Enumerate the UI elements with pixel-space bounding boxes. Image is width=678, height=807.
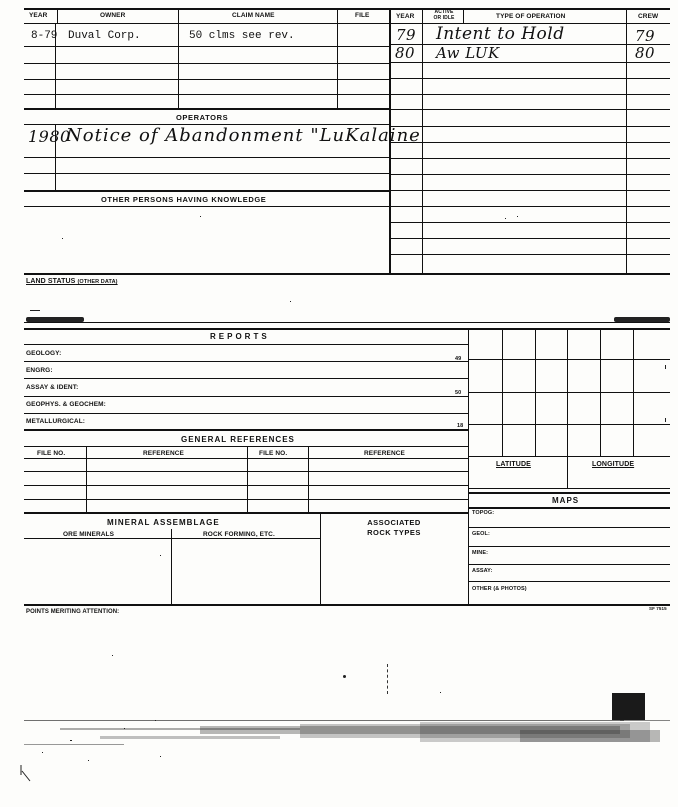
gr-file-no-2: FILE NO. <box>259 450 288 457</box>
operators-heading: OPERATORS <box>176 113 229 122</box>
maps-assay: ASSAY: <box>472 568 493 574</box>
header-owner: OWNER <box>100 12 126 19</box>
land-status-text: LAND STATUS <box>26 278 76 285</box>
associated-rock-types-1: ASSOCIATED <box>367 518 421 527</box>
report-engrg: ENGRG: <box>26 367 53 374</box>
report-assay: ASSAY & IDENT: <box>26 384 79 391</box>
header-type-of-operation: TYPE OF OPERATION <box>496 13 566 20</box>
associated-rock-types-2: ROCK TYPES <box>367 528 421 537</box>
form-number: SF 7515 <box>649 606 667 611</box>
header-claim-name: CLAIM NAME <box>232 12 275 19</box>
gr-reference-1: REFERENCE <box>143 450 184 457</box>
operation-2-crew: 80 <box>635 44 656 62</box>
latitude-label: LATITUDE <box>496 461 531 468</box>
owner-row-year: 8-79 <box>31 30 58 42</box>
operators-entry-year: 1980 <box>28 127 71 146</box>
report-metallurgical-num: 18 <box>457 423 464 429</box>
report-geology-num: 49 <box>455 356 462 362</box>
maps-topog: TOPOG: <box>472 510 495 516</box>
points-meriting-attention-label: POINTS MERITING ATTENTION: <box>26 609 120 615</box>
mineral-assemblage-heading: MINERAL ASSEMBLAGE <box>107 518 220 527</box>
operation-1-year: 79 <box>396 26 417 44</box>
maps-mine: MINE: <box>472 550 489 556</box>
maps-heading: MAPS <box>552 496 580 505</box>
report-metallurgical: METALLURGICAL: <box>26 418 86 425</box>
operation-1-crew: 79 <box>635 27 656 45</box>
header-crew: CREW <box>638 13 659 20</box>
operation-1-type: Intent to Hold <box>436 24 565 44</box>
gr-file-no-1: FILE NO. <box>37 450 66 457</box>
rock-forming-label: ROCK FORMING, ETC. <box>203 531 275 538</box>
owner-row-owner: Duval Corp. <box>68 30 141 42</box>
reports-heading: REPORTS <box>210 332 270 341</box>
report-geophys: GEOPHYS. & GEOCHEM: <box>26 401 106 408</box>
operators-entry-text: Notice of Abandonment "LuKalaine <box>66 125 421 146</box>
report-assay-num: 50 <box>455 390 462 396</box>
header-year-right: YEAR <box>396 13 415 20</box>
ore-minerals-label: ORE MINERALS <box>63 531 115 538</box>
report-geology: GEOLOGY: <box>26 350 62 357</box>
header-file: FILE <box>355 12 370 19</box>
maps-other: OTHER (& PHOTOS) <box>472 586 527 592</box>
general-references-heading: GENERAL REFERENCES <box>181 435 295 444</box>
land-status-sub: (OTHER DATA) <box>77 279 118 285</box>
gr-reference-2: REFERENCE <box>364 450 405 457</box>
operation-2-year: 80 <box>395 44 416 62</box>
header-active: ACTIVE <box>434 9 454 15</box>
maps-geol: GEOL: <box>472 531 490 537</box>
operation-2-type: Aw LUK <box>436 44 500 62</box>
header-or-idle: OR IDLE <box>433 15 455 21</box>
owner-row-claim-name: 50 clms see rev. <box>189 30 295 42</box>
longitude-label: LONGITUDE <box>592 461 635 468</box>
header-year: YEAR <box>29 12 48 19</box>
other-persons-heading: OTHER PERSONS HAVING KNOWLEDGE <box>101 195 267 204</box>
